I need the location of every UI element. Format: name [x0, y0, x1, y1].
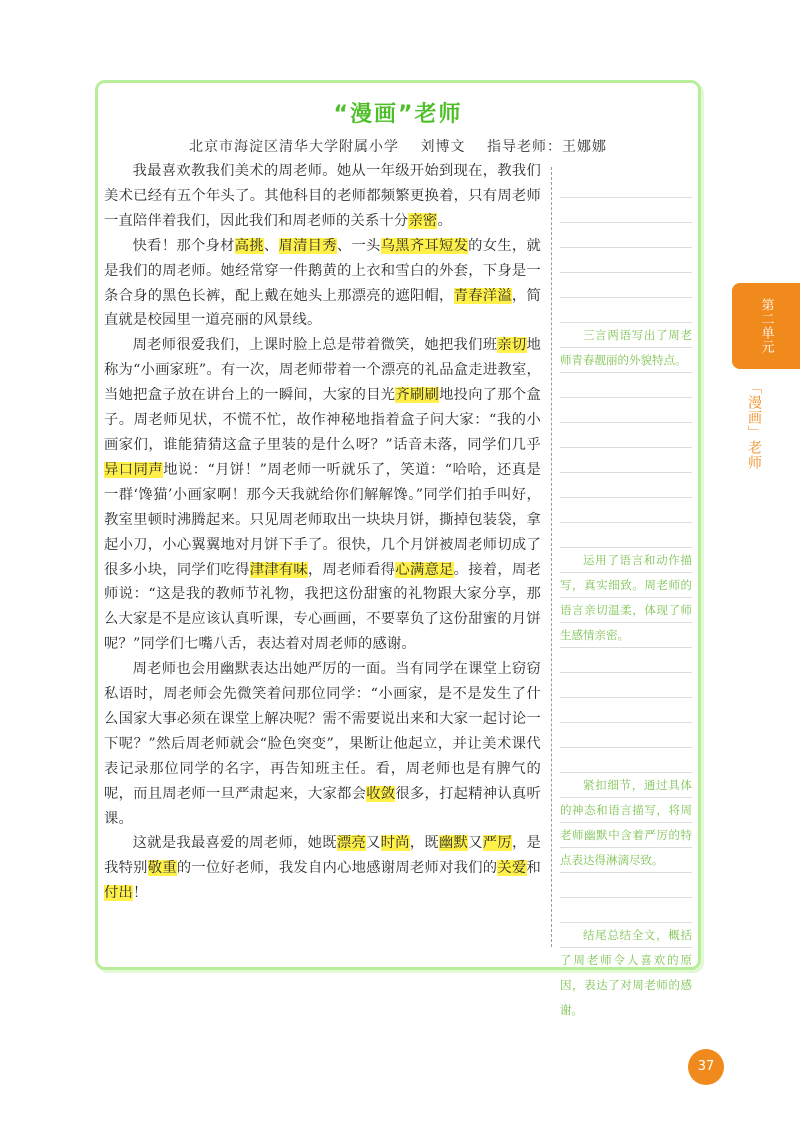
annotation-note: 紧扣细节，通过具体的神态和语言描写，将周老师幽默中含着严厉的特点表达得淋漓尽致。 [560, 778, 692, 867]
highlighted-word: 津津有味 [249, 561, 308, 578]
text-segment: 地称为“小画家班”。有一次，周老师带着一个漂亮的礼品盒走进教室，当她把盒子放在讲台上的一瞬间，大家的目光 [104, 337, 542, 404]
highlighted-word: 时尚 [380, 835, 410, 852]
text-segment: 、 [263, 237, 279, 254]
text-segment: ，是我特别 [104, 835, 542, 877]
article-paragraph [104, 333, 541, 657]
highlighted-word: 亲切 [497, 337, 527, 354]
text-segment: 、一头 [336, 237, 381, 254]
text-segment: ，周老师看得 [307, 561, 396, 578]
highlighted-word: 高挑 [234, 237, 264, 254]
unit-tab[interactable]: 第二单元 [732, 283, 800, 369]
text-segment: 很多，打起精神认真听课。 [104, 785, 541, 827]
highlighted-word: 异口同声 [104, 461, 164, 478]
school-name: 北京市海淀区清华大学附属小学 [189, 139, 400, 155]
annotation-note: 运用了语言和动作描写，真实细致。周老师的语言亲切温柔，体现了师生感情亲密。 [560, 553, 692, 642]
highlighted-word: 齐刷刷 [395, 387, 440, 404]
advisor-name: 指导老师：王娜娜 [486, 139, 607, 155]
column-divider [551, 167, 552, 947]
highlighted-word: 严厉 [482, 835, 512, 852]
text-segment: 的女生，就是我们的周老师。她经常穿一件鹅黄的上衣和雪白的外套，下身是一条合身的黑色长裤，配上戴在她头上那漂亮的遮阳帽， [104, 237, 542, 304]
article-paragraph [104, 159, 541, 234]
text-segment: ，简直就是校园里一道亮丽的风景线。 [104, 287, 541, 329]
text-segment: 又 [468, 835, 483, 852]
article-paragraph [104, 657, 541, 831]
text-segment: 周老师很爱我们，上课时脸上总是带着微笑，她把我们班 [132, 337, 498, 354]
highlighted-word: 漂亮 [336, 835, 366, 852]
text-segment: 我最喜欢教我们美术的周老师。她从一年级开始到现在，教我们美术已经有五个年头了。其他科目的老师都频繁更换着，只有周老师一直陪伴着我们，因此我们和周老师的关系十分 [104, 163, 541, 229]
highlighted-word: 乌黑齐耳短发 [380, 237, 469, 254]
article-paragraph [104, 831, 541, 906]
article-body [104, 159, 541, 906]
highlighted-word: 关爱 [497, 860, 527, 877]
page-number: 37 [688, 1049, 724, 1085]
annotation-column [560, 173, 692, 1017]
highlighted-word: 敬重 [147, 860, 177, 877]
text-segment: ！ [133, 885, 148, 902]
text-segment: 这就是我最喜爱的周老师，她既 [132, 835, 337, 852]
article-paragraph [104, 234, 541, 334]
highlighted-word: 收敛 [366, 785, 396, 802]
text-segment: 。 [437, 212, 452, 229]
text-segment: 和 [526, 860, 541, 877]
text-segment: 又 [366, 835, 381, 852]
author-name: 刘博文 [420, 139, 466, 155]
annotation-note: 三言两语写出了周老师青春靓丽的外貌特点。 [560, 328, 692, 367]
article-title: “漫画”老师 [333, 102, 463, 127]
highlighted-word: 眉清目秀 [278, 237, 337, 254]
text-segment: ，既 [409, 835, 439, 852]
highlighted-word: 心满意足 [395, 561, 454, 578]
article-card [95, 80, 701, 1017]
side-title: 「漫画」老师 [746, 380, 762, 470]
text-segment: 。接着，周老师说：“这是我的教师节礼物，我把这份甜蜜的礼物跟大家分享，那么大家是不是应该认真听课，专心画画，不要辜负了这份甜蜜的月饼呢？”同学们七嘴八舌，表达着对周老师的感谢。 [104, 561, 542, 653]
byline [98, 136, 698, 156]
highlighted-word: 幽默 [438, 835, 469, 852]
text-segment: 地说：“月饼！”周老师一听就乐了，笑道：“哈哈，还真是一群‘馋猫’小画家啊！那今天我就给你们解解馋。”同学们拍手叫好，教室里顿时沸腾起来。只见周老师取出一块块月饼，撕掉包装袋，拿起小刀，小心翼翼地对月饼下手了。很快，几个月饼被周老师切成了很多小块，同学们吃得 [104, 461, 541, 578]
text-segment: 快看！那个身材 [132, 237, 235, 254]
text-segment: 的一位好老师，我发自内心地感谢周老师对我们的 [176, 860, 498, 877]
highlighted-word: 青春洋溢 [453, 287, 512, 304]
highlighted-word: 亲密 [408, 212, 438, 229]
highlighted-word: 付出 [104, 885, 133, 902]
text-segment: 地投向了那个盒子。周老师见状，不慌不忙，故作神秘地指着盒子问大家：“我的小画家们，谁能猜猜这盒子里装的是什么呀？”话音未落，同学们几乎 [104, 387, 542, 453]
text-segment: 周老师也会用幽默表达出她严厉的一面。当有同学在课堂上窃窃私语时，周老师会先微笑着问那位同学：“小画家，是不是发生了什么国家大事必须在课堂上解决呢？需不需要说出来和大家一起讨论一下呢？”然后周老师就会“脸色突变”，果断让他起立，并让美术课代表记录那位同学的名字，再告知班主任。看，周老师也是有脾气的呢，而且周老师一旦严肃起来，大家都会 [104, 661, 541, 802]
annotation-note: 结尾总结全文，概括了周老师令人喜欢的原因，表达了对周老师的感谢。 [560, 928, 692, 1017]
